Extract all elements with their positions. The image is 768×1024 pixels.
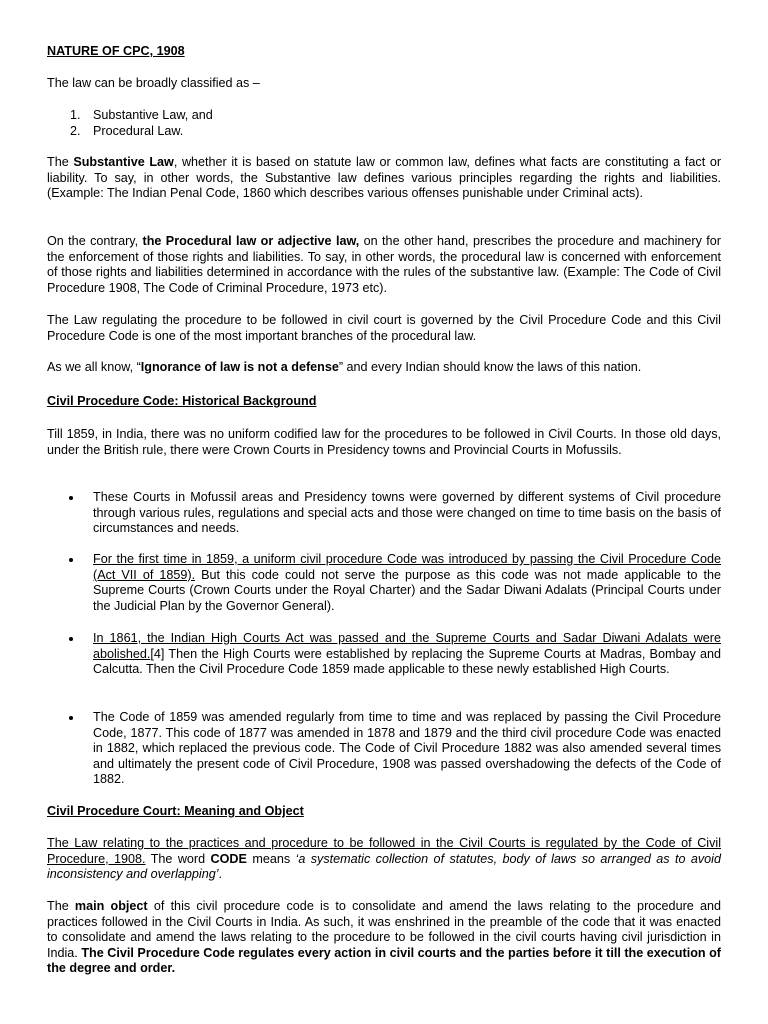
bullet-icon	[69, 496, 73, 500]
list-item: These Courts in Mofussil areas and Presidency towns were governed by different systems of Civil procedure through various rules, regulations and special acts and those were changed on time to time basis on the basis of circumstances and needs.	[47, 490, 721, 537]
history-bullets	[47, 490, 721, 537]
history-bullets	[47, 552, 721, 614]
intro-text: The law can be broadly classified as –	[47, 76, 260, 90]
paragraph-meaning: The Law relating to the practices and procedure to be followed in the Civil Courts is regulated by the Code of Civil Procedure, 1908. The word CODE means ‘a systematic collection of statutes, body of laws so arranged as to avoid inconsistency and overlapping’.	[47, 836, 721, 882]
paragraph-regulating: The Law regulating the procedure to be followed in civil court is governed by the Civil Procedure Code and this Civil Procedure Code is one of the most important branches of the procedural law.	[47, 313, 721, 343]
paragraph-ignorance: As we all know, “Ignorance of law is not a defense” and every Indian should know the laws of this nation.	[47, 360, 642, 374]
bullet-icon	[69, 716, 73, 720]
paragraph-substantive: The Substantive Law, whether it is based on statute law or common law, defines what facts are constituting a fact or liability. To say, in other words, the Substantive law defines various principles regarding the rights and liabilities. (Example: The Indian Penal Code, 1860 which describes various offenses punishable under Criminal acts).	[47, 155, 722, 201]
section-heading-nature: NATURE OF CPC, 1908	[47, 44, 185, 58]
bullet-icon	[69, 637, 73, 641]
history-bullets	[47, 710, 721, 788]
list-item: In 1861, the Indian High Courts Act was passed and the Supreme Courts and Sadar Diwani Adalats were abolished.[4] Then the High Courts were established by replacing the Supreme Courts at Madras, Bombay and Calcutta. Then the Civil Procedure Code 1859 made applicable to these newly established High Courts.	[47, 631, 721, 678]
list-item: For the first time in 1859, a uniform civil procedure Code was introduced by passing the Civil Procedure Code (Act VII of 1859). But this code could not serve the purpose as this code was not made applicable to the Supreme Courts (Crown Courts under the Royal Charter) and the Sadar Diwani Adalats (Principal Courts under the Judicial Plan by the Governor General).	[47, 552, 721, 614]
section-heading-history: Civil Procedure Code: Historical Background	[47, 394, 317, 408]
paragraph-main-object: The main object of this civil procedure code is to consolidate and amend the laws relating to the procedure and practices followed in the Civil Courts in India. As such, it was enshrined in the preamble of the code that it was enacted to consolidate and amend the laws relating to the procedure to be followed in the civil courts having civil jurisdiction in India. The Civil Procedure Code regulates every action in civil courts and the parties before it till the execution of the degree and order.	[47, 899, 721, 976]
list-item: The Code of 1859 was amended regularly from time to time and was replaced by passing the Civil Procedure Code, 1877. This code of 1877 was amended in 1878 and 1879 and the third civil procedure Code was enacted in 1882, which replaced the previous code. The Code of Civil Procedure 1882 was also amended several times and ultimately the present code of Civil Procedure, 1908 was passed overshadowing the defects of the Code of 1882.	[47, 710, 721, 788]
list-item: 2. Procedural Law.	[70, 123, 184, 138]
classification-list	[47, 108, 721, 139]
list-item: 1. Substantive Law, and	[70, 108, 213, 122]
paragraph-procedural: On the contrary, the Procedural law or adjective law, on the other hand, prescribes the procedure and machinery for the enforcement of those rights and liabilities. To say, in other words, the procedural law is concerned with enforcement of those rights and liabilities determined in accordance with the rules of the substantive law. (Example: The Code of Civil Procedure 1908, The Code of Criminal Procedure, 1973 etc).	[47, 234, 721, 295]
bullet-icon	[69, 558, 73, 562]
paragraph-till-1859: Till 1859, in India, there was no uniform codified law for the procedures to be followed in Civil Courts. In those old days, under the British rule, there were Crown Courts in Presidency towns and Provincial Courts in Mofussils.	[47, 427, 721, 457]
history-bullets	[47, 631, 721, 678]
section-heading-meaning: Civil Procedure Court: Meaning and Object	[47, 804, 304, 818]
